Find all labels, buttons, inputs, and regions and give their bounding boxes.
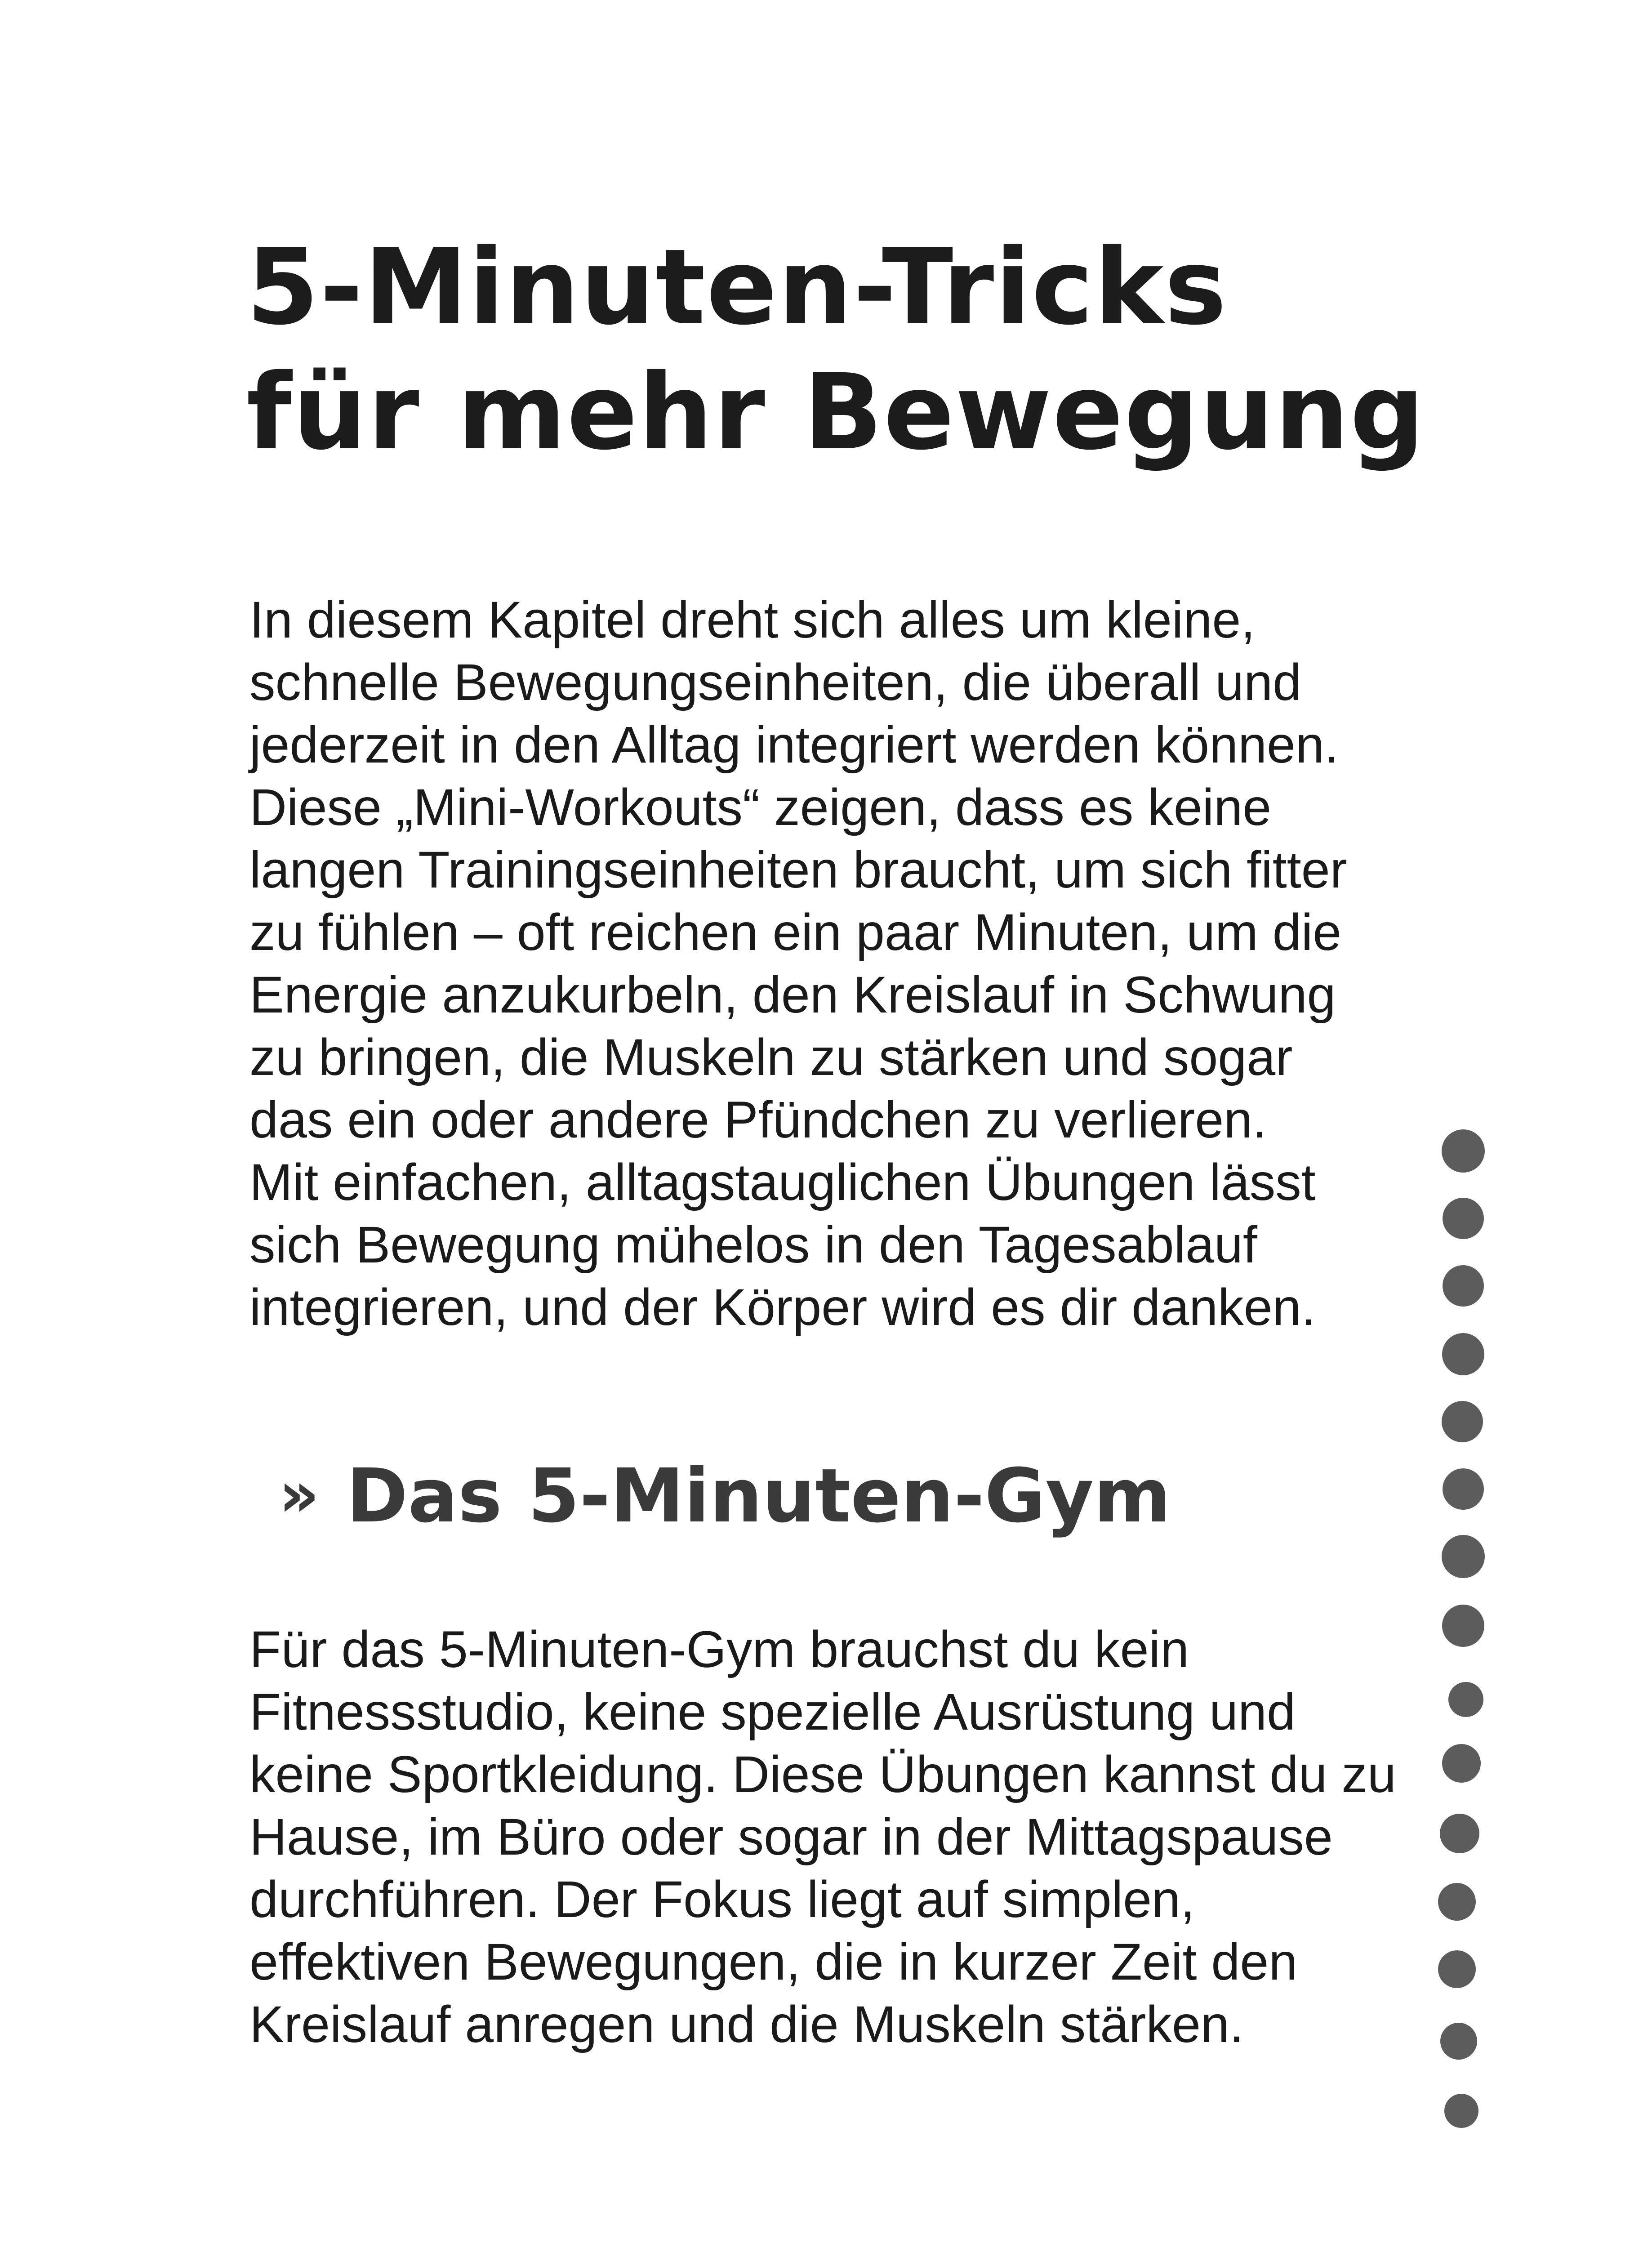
intro-line: sich Bewegung mühelos in den Tagesablauf [249,1216,1257,1274]
dot-icon [1440,2023,1477,2060]
dot-icon [1438,1950,1476,1988]
dot-icon [1442,1744,1481,1783]
section-line: Für das 5-Minuten-Gym brauchst du kein [249,1621,1189,1678]
intro-line: Mit einfachen, alltagstauglichen Übungen lässt [249,1154,1316,1211]
intro-line: zu bringen, die Muskeln zu stärken und sogar [249,1029,1293,1086]
chapter-title [246,225,1425,475]
intro-line: langen Trainingseinheiten braucht, um sich fitter [249,841,1347,899]
dot-icon [1444,2094,1478,2128]
intro-line: schnelle Bewegungseinheiten, die überall und [249,654,1302,711]
dot-icon [1443,1468,1484,1510]
dot-icon [1442,1535,1485,1578]
section-paragraph [249,1619,1427,2056]
section-line: Hause, im Büro oder sogar in der Mittagspause [249,1808,1333,1866]
chapter-title-line-1: 5-Minuten-Tricks [246,227,1228,348]
dot-icon [1442,1401,1483,1442]
dot-icon [1443,1198,1484,1239]
dot-icon [1440,1814,1479,1853]
section-heading [279,1450,1171,1541]
section-line: Fitnessstudio, keine spezielle Ausrüstung und [249,1683,1296,1741]
section-line: keine Sportkleidung. Diese Übungen kannst du zu [249,1746,1396,1803]
dot-icon [1448,1682,1483,1717]
dot-icon [1442,1605,1484,1647]
dot-icon [1442,1333,1484,1375]
section-line: durchführen. Der Fokus liegt auf simplen, [249,1871,1195,1928]
intro-line: Diese „Mini-Workouts“ zeigen, dass es keine [249,779,1272,836]
intro-paragraph [249,589,1418,1339]
intro-line: Energie anzukurbeln, den Kreislauf in Schwung [249,966,1336,1024]
chapter-title-line-2: für mehr Bewegung [246,352,1426,473]
dot-icon [1438,1883,1476,1921]
intro-line: das ein oder andere Pfündchen zu verlieren. [249,1091,1267,1149]
dot-icon [1442,1129,1485,1173]
decorative-dot-column [1436,1124,1508,2203]
intro-line: integrieren, und der Körper wird es dir danken. [249,1279,1316,1336]
section-line: Kreislauf anregen und die Muskeln stärken. [249,1996,1244,2053]
dot-icon [1443,1265,1484,1307]
chevron-marker-icon: » [279,1458,320,1531]
section-line: effektiven Bewegungen, die in kurzer Zeit den [249,1933,1298,1991]
intro-line: jederzeit in den Alltag integriert werden können. [249,716,1339,774]
section-heading-text: Das 5-Minuten-Gym [346,1453,1171,1539]
intro-line: In diesem Kapitel dreht sich alles um kleine, [249,591,1256,649]
intro-line: zu fühlen – oft reichen ein paar Minuten, um die [249,904,1342,961]
